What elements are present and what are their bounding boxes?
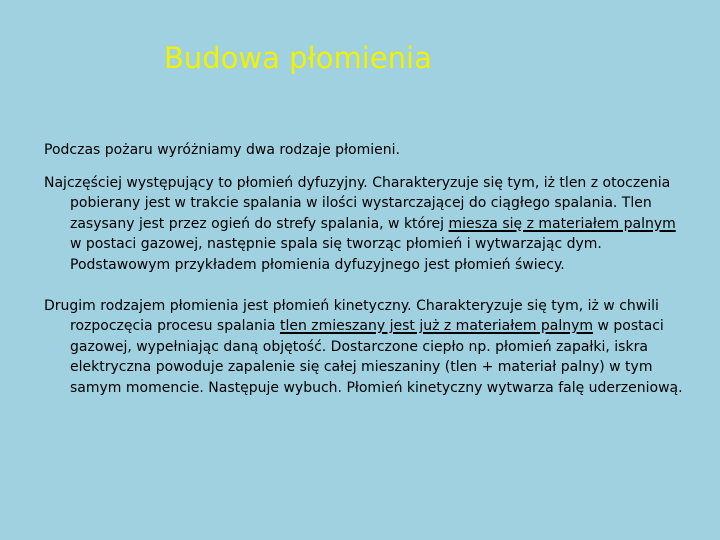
- paragraph-diffusion-flame: [44, 173, 690, 276]
- paragraph-diffusion-text-3: w postaci gazowej, następnie spala się tworząc płomień i wytwarzając dym. Podstawowym przykładem płomienia dyfuzyjnego jest płomień świecy.: [70, 236, 602, 273]
- paragraph-kinetic-text-2: . Charakteryzuje się tym, iż w chwili rozpoczęcia procesu spalania: [70, 297, 659, 335]
- paragraph-intro: [44, 140, 690, 161]
- paragraph-kinetic-text-1: Drugim rodzajem płomienia jest: [44, 297, 273, 314]
- paragraph-diffusion-text-1: Najczęściej występujący to: [44, 174, 237, 191]
- diffusion-flame-term: płomień dyfuzyjny: [236, 174, 364, 191]
- paragraph-diffusion-text-2: . Charakteryzuje się tym, iż tlen z otoczenia pobierany jest w trakcie spalania w ilości wystarczającej do ciągłego spalania. Tlen zasysany jest przez ogień do strefy spalania, w której: [70, 174, 671, 232]
- paragraph-kinetic-flame: [44, 296, 690, 399]
- diffusion-mixing-underlined: miesza się z materiałem palnym: [448, 215, 676, 232]
- slide-title: Budowa płomienia: [164, 41, 432, 75]
- paragraph-kinetic-text-3: w postaci gazowej, wypełniając daną objętość. Dostarczone ciepło np. płomień zapałki, iskra elektryczna powoduje zapalenie się całej mieszaniny (tlen + materiał palny) w tym samym momencie. Następuje wybuch. Płomień kinetyczny wytwarza falę uderzeniową.: [70, 318, 683, 396]
- slide-body: [44, 140, 690, 399]
- paragraph-intro-text: Podczas pożaru wyróżniamy dwa rodzaje płomieni.: [44, 142, 400, 158]
- kinetic-premixed-underlined: tlen zmieszany jest już z materiałem palnym: [279, 318, 594, 335]
- kinetic-flame-term: płomień kinetyczny: [272, 297, 408, 314]
